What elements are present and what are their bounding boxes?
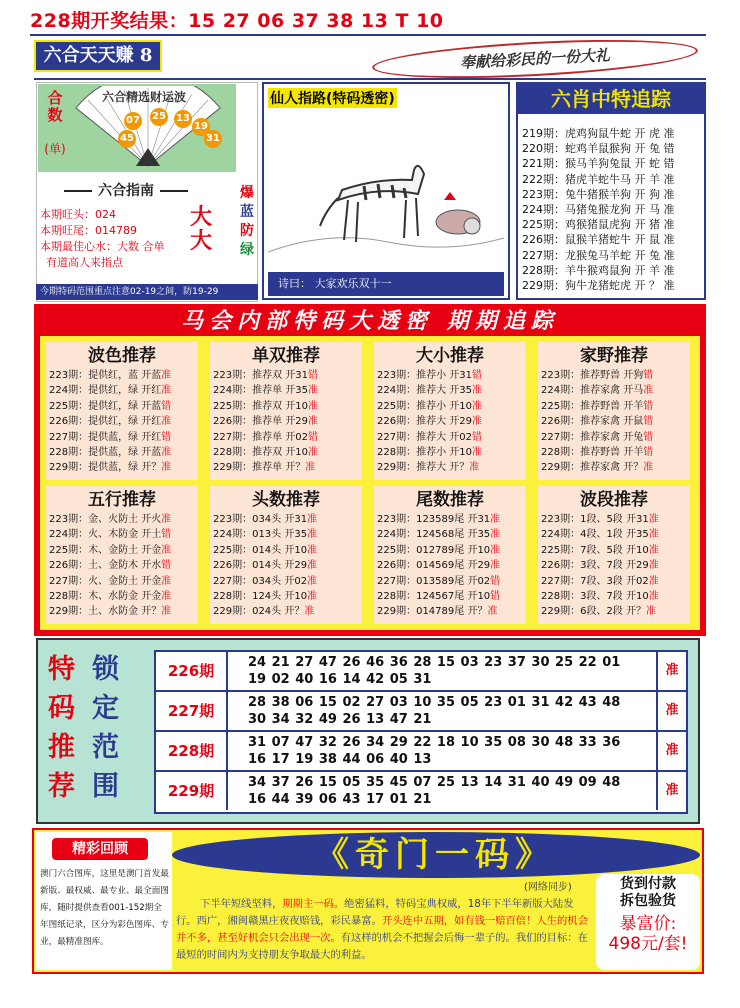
card-row-text: 227期：7段、3段 开02 [541, 575, 649, 587]
price-box [596, 874, 700, 970]
card-row [377, 604, 526, 619]
card-row [377, 414, 526, 429]
guide-line: 本期最佳心水：大数 合单 [40, 240, 165, 253]
card-row-text: 229期：提供蓝，绿 开？ [49, 462, 162, 474]
promo-part: 有这样的机会不把握会后悔一辈子的。我们的目标：在最短的时间内为支持朋友争取最大的利益。 [176, 932, 588, 961]
card-row-text: 227期：推荐大 开02 [377, 431, 472, 443]
lock-period: 229期 [156, 772, 228, 810]
card-row-text: 225期：7段、5段 开10 [541, 544, 649, 556]
card-row-mark: 准 [161, 575, 172, 587]
card-row-mark: 错 [490, 591, 501, 603]
card-row-text: 228期：木、水防金 开金 [49, 591, 162, 603]
card-row-text: 223期：金、火防土 开火 [49, 514, 162, 525]
xianren-title: 仙人指路(特码透密) [268, 88, 397, 108]
card-row-text: 228期：提供蓝，绿 开蓝 [49, 447, 162, 459]
guide-side-words [236, 184, 258, 260]
card-row-mark: 准 [643, 462, 654, 474]
tracking-card [46, 342, 198, 480]
card-row-mark: 错 [161, 431, 172, 443]
lock-numbers-line: 28 38 06 15 02 27 03 10 35 05 23 01 31 42 43 48 [248, 695, 621, 710]
liuxiao-row: 224期：马猪兔猴龙狗 开 马 准 [522, 203, 675, 217]
promo-part: 期期主一码。 [282, 898, 345, 910]
card-row [377, 383, 526, 398]
card-row [541, 527, 690, 542]
liuxiao-row: 228期：羊牛猴鸡鼠狗 开 羊 准 [522, 263, 675, 277]
liuxiao-row: 221期：猴马羊狗兔鼠 开 蛇 错 [522, 157, 675, 171]
price-line: 拆包验货 [620, 893, 676, 909]
card-row [49, 430, 198, 445]
card-row [49, 574, 198, 589]
tracking-card [538, 486, 690, 624]
card-row-text: 225期：推荐双 开10 [213, 400, 308, 412]
card-row-text: 226期：推荐家禽 开鼠 [541, 416, 644, 428]
card-row-text: 225期：推荐野兽 开羊 [541, 400, 644, 412]
side-word: 爆 [240, 185, 254, 201]
liuxiao-row: 225期：鸡猴猪鼠虎狗 开 猪 准 [522, 218, 675, 232]
card-row-mark: 准 [469, 462, 480, 474]
card-row [213, 527, 362, 542]
card-row-mark: 准 [161, 514, 172, 525]
card-row-mark: 错 [161, 529, 172, 541]
lock-numbers-line: 16 44 39 06 43 17 01 21 [248, 792, 432, 807]
card-row-text: 229期：6段、2段 开？ [541, 606, 646, 618]
lock-numbers [248, 734, 628, 768]
fan-ball: 19 [192, 118, 210, 136]
card-row-text: 225期：推荐小 开10 [377, 400, 472, 412]
card-title: 大小推荐 [416, 346, 484, 366]
tracking-card [46, 486, 198, 624]
guide-line: 本期旺头：024 [40, 208, 116, 221]
zebra-illustration [268, 130, 504, 260]
card-row-text: 227期：推荐单 开02 [213, 431, 308, 443]
card-row [213, 589, 362, 604]
xianren-poem: 诗曰： 大家欢乐双十一 [268, 272, 504, 296]
card-row-mark: 准 [648, 575, 659, 587]
card-row-mark: 错 [643, 400, 654, 412]
card-row-mark: 准 [648, 544, 659, 556]
card-row [377, 430, 526, 445]
card-row-mark: 准 [648, 514, 659, 525]
card-row [213, 414, 362, 429]
card-row-mark: 准 [472, 400, 482, 412]
card-row [49, 445, 198, 460]
card-row-mark: 准 [308, 400, 318, 412]
tracking-card [374, 342, 526, 480]
lock-char: 围 [92, 771, 119, 802]
lock-char: 码 [48, 693, 75, 724]
card-row [541, 460, 690, 475]
card-title: 波色推荐 [88, 346, 156, 366]
liuxiao-row: 222期：猪虎羊蛇牛马 开 羊 准 [522, 172, 675, 186]
liuxiao-row: 220期：蛇鸡羊鼠猴狗 开 兔 错 [522, 142, 675, 156]
card-row-text: 229期：推荐家禽 开？ [541, 462, 644, 474]
card-row [213, 445, 362, 460]
card-row [49, 460, 198, 475]
card-row-mark: 准 [472, 385, 482, 397]
lock-row [156, 772, 686, 812]
card-row-mark: 准 [161, 544, 172, 556]
card-row-mark: 错 [472, 431, 482, 443]
card-row [213, 430, 362, 445]
price-line: 498元/套! [608, 934, 688, 954]
card-row [213, 383, 362, 398]
card-row [213, 543, 362, 558]
fan-ball: 31 [204, 130, 222, 148]
card-row-mark: 准 [307, 575, 318, 587]
lock-row [156, 652, 686, 692]
card-row [541, 558, 690, 573]
card-row-text: 223期：034头 开31 [213, 514, 308, 525]
card-row-text: 227期：034头 开02 [213, 575, 308, 587]
card-row-mark: 准 [161, 591, 172, 603]
guide-footer: 今期特码范围重点注意02-19之间，防19-29 [36, 284, 258, 300]
card-row-text: 229期：土、水防金 开？ [49, 606, 162, 618]
card-row [541, 383, 690, 398]
card-row-mark: 错 [161, 560, 172, 572]
card-row [213, 574, 362, 589]
guide-big-char: 大大 [190, 205, 213, 254]
card-row-text: 227期：火、金防土 开金 [49, 575, 162, 587]
side-word: 防 [240, 223, 254, 239]
card-row [541, 414, 690, 429]
card-row-mark: 准 [643, 385, 654, 397]
card-row [213, 558, 362, 573]
lock-numbers-line: 31 07 47 32 26 34 29 22 18 10 35 08 30 48 33 36 [248, 735, 621, 750]
lock-mark: 准 [656, 652, 686, 690]
lock-char: 荐 [48, 771, 75, 802]
card-row-text: 224期：推荐家禽 开马 [541, 385, 644, 397]
fan-ball: 07 [124, 112, 142, 130]
lock-numbers-line: 16 17 19 38 44 06 40 13 [248, 752, 432, 767]
lock-char: 特 [48, 654, 75, 685]
card-row-mark: 错 [472, 370, 482, 381]
card-row [49, 512, 198, 527]
card-row-text: 224期：推荐单 开35 [213, 385, 308, 397]
card-row [377, 589, 526, 604]
card-title: 波段推荐 [580, 490, 648, 510]
card-row-mark: 准 [490, 514, 501, 525]
promo-part: 下半年短线坚料， [200, 898, 283, 910]
card-row-text: 227期：推荐家禽 开兔 [541, 431, 644, 443]
qimen-title: 《奇门一码》 [315, 835, 555, 875]
lock-numbers [248, 774, 628, 808]
card-row [541, 604, 690, 619]
lock-numbers-line: 34 37 26 15 05 35 45 07 25 13 14 31 40 49 09 48 [248, 775, 621, 790]
card-row-mark: 错 [643, 416, 654, 428]
card-row-mark: 错 [308, 370, 318, 381]
card-row [49, 604, 198, 619]
card-row-text: 224期：提供红，绿 开红 [49, 385, 162, 397]
card-row-text: 228期：推荐双 开10 [213, 447, 308, 459]
card-row [541, 574, 690, 589]
card-row [541, 543, 690, 558]
card-row-text: 226期：014569尾 开29 [377, 560, 491, 572]
card-row-text: 225期：提供红，绿 开蓝 [49, 400, 162, 412]
card-row [49, 368, 198, 383]
card-row-mark: 准 [307, 514, 318, 525]
liuxiao-row: 223期：兔牛猪猴羊狗 开 狗 准 [522, 187, 675, 201]
guide-title: 六合指南 [46, 180, 206, 200]
card-row-text: 227期：013589尾 开02 [377, 575, 491, 587]
card-row [541, 512, 690, 527]
card-row-text: 226期：推荐大 开29 [377, 416, 472, 428]
price-line: 货到付款 [620, 876, 676, 892]
lock-numbers-line: 19 02 40 16 14 42 05 31 [248, 672, 432, 687]
card-row-mark: 准 [304, 606, 315, 618]
card-row [49, 399, 198, 414]
card-row [49, 558, 198, 573]
promo-part: 绝密猛料，特码宝典权威，18年下半年新版大陆发行。西广，湘闽赣黑庄夜夜赔钱，彩民暴富。 [176, 898, 574, 927]
card-row-mark: 准 [307, 529, 318, 541]
card-row [377, 445, 526, 460]
card-row-text: 226期：土、金防木 开水 [49, 560, 162, 572]
promo-text [176, 896, 590, 964]
review-text: 澳门六合图库，这里是澳门首发最新版、最权威、最专业、最全面图库，随时提供查看001-152期全年图纸记录，区分为彩色图库、专业，最精准图库。 [40, 869, 169, 947]
card-row-text: 228期：推荐小 开10 [377, 447, 472, 459]
card-row-mark: 错 [643, 431, 654, 443]
lock-char: 锁 [92, 654, 119, 685]
card-row-mark: 准 [648, 529, 659, 541]
tracking-card [374, 486, 526, 624]
card-row-mark: 错 [643, 447, 654, 459]
liuxiao-row: 219期：虎鸡狗鼠牛蛇 开 虎 准 [522, 127, 675, 140]
liuxiao-row: 229期：狗牛龙猪蛇虎 开 ？ 准 [522, 279, 675, 293]
card-row [541, 589, 690, 604]
lock-mark: 准 [656, 732, 686, 770]
card-row-text: 229期：推荐单 开？ [213, 462, 306, 474]
fan-ball: 13 [174, 110, 192, 128]
card-row-mark: 准 [487, 606, 498, 618]
lock-range-title [48, 650, 148, 806]
card-row-mark: 准 [646, 606, 656, 618]
price-line: 暴富价: [619, 914, 677, 934]
card-row-mark: 准 [648, 591, 659, 603]
card-row-text: 226期：014头 开29 [213, 560, 308, 572]
card-row [377, 574, 526, 589]
card-row [541, 368, 690, 383]
tracking-card [210, 486, 362, 624]
card-row [541, 445, 690, 460]
tracking-title: 马会内部特码大透密 期期追踪 [181, 308, 559, 334]
card-row-text: 223期：推荐小 开31 [377, 370, 472, 381]
card-row-mark: 准 [472, 416, 482, 428]
card-row-mark: 准 [161, 416, 172, 428]
card-row [49, 589, 198, 604]
card-row-text: 224期：4段、1段 开35 [541, 529, 649, 541]
card-row [213, 604, 362, 619]
card-row-text: 223期：1段、5段 开31 [541, 514, 649, 525]
card-row-text: 229期：推荐大 开？ [377, 462, 470, 474]
card-title: 尾数推荐 [416, 490, 484, 510]
card-row-mark: 准 [307, 591, 318, 603]
lock-row [156, 692, 686, 732]
side-word: 蓝 [240, 204, 254, 220]
card-row [213, 460, 362, 475]
lock-char: 定 [92, 693, 119, 724]
card-row-text: 229期：024头 开？ [213, 606, 305, 618]
card-row-mark: 准 [305, 462, 316, 474]
guide-line: 本期旺尾：014789 [40, 224, 137, 237]
card-row [213, 512, 362, 527]
card-row-text: 228期：124567尾 开10 [377, 591, 491, 603]
card-row [377, 368, 526, 383]
lock-period: 227期 [156, 692, 228, 730]
liuxiao-row: 226期：鼠猴羊猪蛇牛 开 鼠 准 [522, 233, 675, 247]
card-row-mark: 错 [643, 370, 654, 381]
card-row-text: 227期：提供蓝，绿 开红 [49, 431, 162, 443]
lock-numbers-line: 24 21 27 47 26 46 36 28 15 03 23 37 30 25 22 01 [248, 655, 621, 670]
card-row [49, 383, 198, 398]
liuxiao-row: 227期：龙猴兔马羊蛇 开 兔 准 [522, 248, 675, 262]
card-row-mark: 准 [161, 447, 172, 459]
card-row-mark: 准 [161, 606, 172, 618]
card-row-mark: 准 [490, 544, 501, 556]
card-row-text: 228期：推荐野兽 开羊 [541, 447, 644, 459]
card-row-text: 226期：3段、7段 开29 [541, 560, 649, 572]
card-row-text: 228期：124头 开10 [213, 591, 308, 603]
card-row-text: 224期：推荐大 开35 [377, 385, 472, 397]
card-row-mark: 准 [490, 529, 501, 541]
card-row-text: 226期：推荐单 开29 [213, 416, 308, 428]
card-row-text: 223期：推荐野兽 开狗 [541, 370, 644, 381]
promo-part: 开头连中五期，如有钱一赔百倍！人生的机会并不多，甚至好机会只会出现一次。 [176, 915, 588, 944]
card-row-mark: 错 [490, 575, 501, 587]
fan-label-top: 合数 [47, 89, 63, 124]
card-row [541, 430, 690, 445]
card-row-mark: 准 [307, 544, 318, 556]
card-title: 单双推荐 [252, 346, 320, 366]
card-row [377, 399, 526, 414]
liuxiao-list [522, 126, 702, 293]
lock-numbers [248, 654, 628, 688]
card-row-mark: 错 [161, 400, 172, 412]
header-divider [30, 34, 706, 36]
card-row-mark: 准 [648, 560, 659, 572]
card-title: 头数推荐 [252, 490, 320, 510]
sync-note: (网络同步) [524, 882, 572, 893]
card-row-text: 224期：013头 开35 [213, 529, 308, 541]
card-row [377, 527, 526, 542]
fan-title: 六合精选财运波 [102, 90, 187, 104]
lock-mark: 准 [656, 772, 686, 810]
guide-line: 有道高人来指点 [46, 256, 123, 269]
liuxiao-title: 六肖中特追踪 [518, 84, 704, 114]
card-row-mark: 准 [161, 370, 172, 381]
card-row-text: 229期：014789尾 开？ [377, 606, 488, 618]
card-row-mark: 错 [308, 431, 318, 443]
card-row-text: 226期：提供红，绿 开红 [49, 416, 162, 428]
lock-period: 228期 [156, 732, 228, 770]
fan-label-bottom: (单) [44, 142, 66, 156]
lottery-result-header: 228期开奖结果：15 27 06 37 38 13 T 10 [30, 10, 444, 32]
card-row-mark: 准 [161, 462, 172, 474]
tracking-card [538, 342, 690, 480]
card-title: 五行推荐 [88, 490, 156, 510]
card-row-text: 228期：3段、7段 开10 [541, 591, 649, 603]
brand-badge: 六合天天赚 8 [34, 40, 162, 72]
card-row [49, 414, 198, 429]
lock-numbers-line: 30 34 32 49 26 13 47 21 [248, 712, 432, 727]
card-row-text: 225期：012789尾 开10 [377, 544, 491, 556]
side-word: 绿 [240, 242, 254, 258]
card-row-text: 223期：推荐双 开31 [213, 370, 308, 381]
fan-label-single: 单 [48, 142, 61, 156]
card-row-text: 224期：124568尾 开35 [377, 529, 491, 541]
card-row [49, 543, 198, 558]
card-row-mark: 准 [308, 447, 318, 459]
card-row [377, 543, 526, 558]
card-row [541, 399, 690, 414]
lock-row [156, 732, 686, 772]
card-row-mark: 准 [308, 416, 318, 428]
tracking-card [210, 342, 362, 480]
lock-numbers [248, 694, 628, 728]
review-title: 精彩回顾 [52, 838, 148, 860]
lock-period: 226期 [156, 652, 228, 690]
card-row-text: 223期：提供红，蓝 开蓝 [49, 370, 162, 381]
card-row-mark: 准 [307, 560, 318, 572]
fan-ball: 25 [150, 108, 168, 126]
lock-char: 范 [92, 732, 119, 763]
card-row-mark: 准 [490, 560, 501, 572]
lock-char: 推 [48, 732, 75, 763]
card-row [377, 512, 526, 527]
card-row [213, 368, 362, 383]
slogan-ellipse: 奉献给彩民的一份大礼 [371, 33, 698, 84]
fan-ball: 45 [118, 130, 136, 148]
card-row-text: 223期：123589尾 开31 [377, 514, 491, 525]
card-row-mark: 准 [472, 447, 482, 459]
card-row [377, 558, 526, 573]
card-row-mark: 准 [308, 385, 318, 397]
card-row-mark: 准 [161, 385, 172, 397]
card-row-text: 224期：火、木防金 开土 [49, 529, 162, 541]
card-row-text: 225期：014头 开10 [213, 544, 308, 556]
card-row [213, 399, 362, 414]
lock-mark: 准 [656, 692, 686, 730]
card-row-text: 225期：木、金防土 开金 [49, 544, 162, 556]
header-divider-2 [34, 78, 706, 80]
card-row [377, 460, 526, 475]
card-row [49, 527, 198, 542]
card-title: 家野推荐 [580, 346, 648, 366]
